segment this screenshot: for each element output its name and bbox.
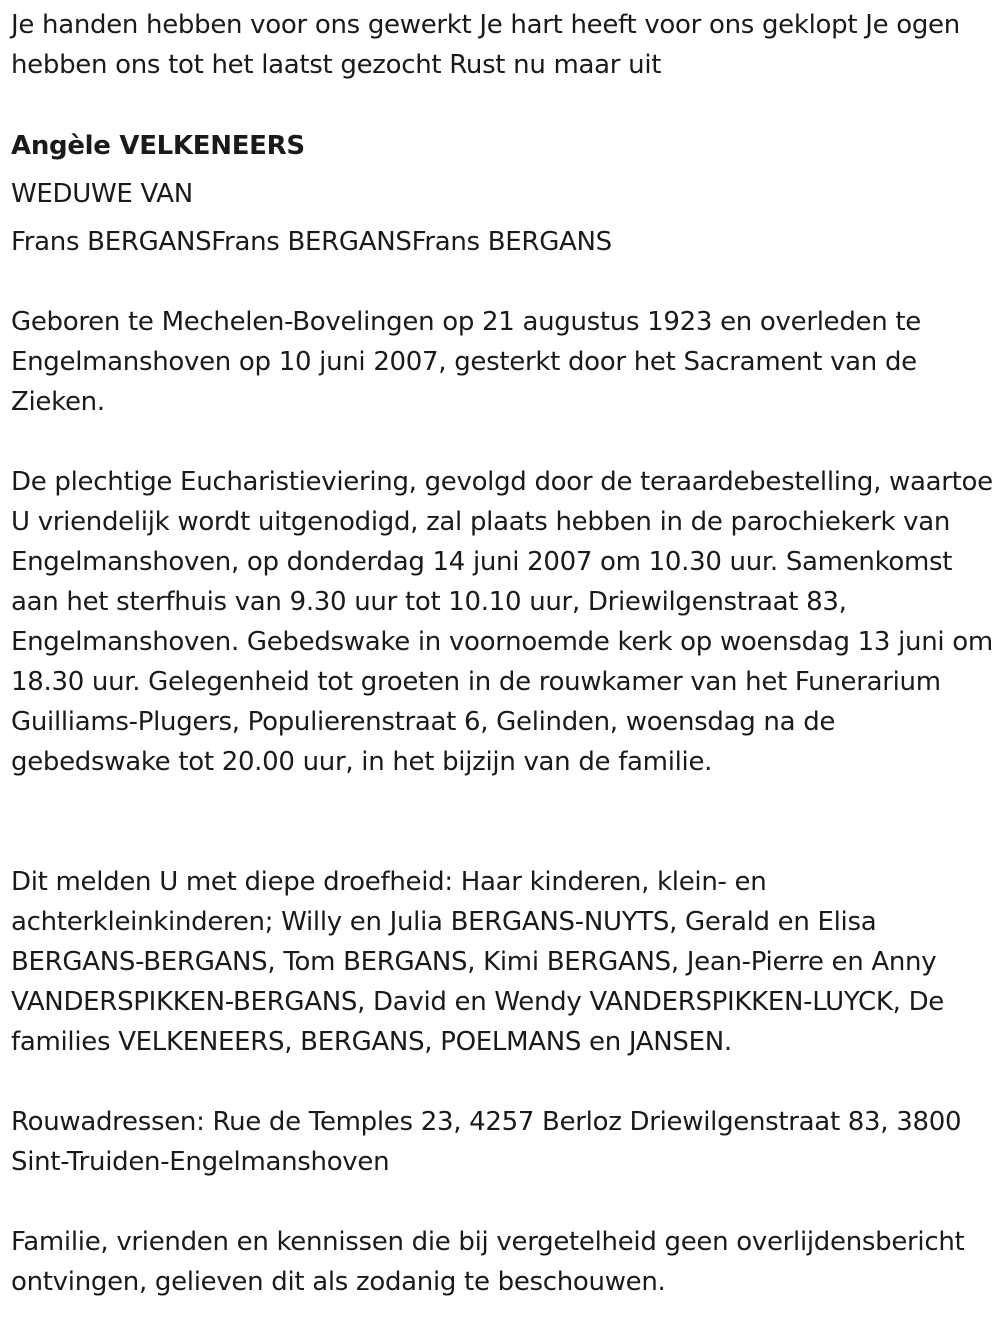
mourners-paragraph: Dit melden U met diepe droefheid: Haar kinderen, klein- en achterkleinkinderen; Willy en Julia BERGANS-NUYTS, Gerald en Elisa BERGANS-BERGANS, Tom BERGANS, Kimi BERGANS, Jean-Pierre en Anny VANDERSPIKKEN-BERGANS, David en Wendy VANDERSPIKKEN-LUYCK, De families VELKENEERS, BERGANS, POELMANS en JANSEN. [11, 867, 944, 1057]
family-note-paragraph: Familie, vrienden en kennissen die bij vergetelheid geen overlijdensbericht ontvingen, gelieven dit als zodanig te beschouwen. [11, 1227, 965, 1297]
ceremony-paragraph: De plechtige Eucharistieviering, gevolgd door de teraardebestelling, waartoe U vriendelijk wordt uitgenodigd, zal plaats hebben in de parochiekerk van Engelmanshoven, op donderdag 14 juni 2007 om 10.30 uur. Samenkomst aan het sterfhuis van 9.30 uur tot 10.10 uur, Driewilgenstraat 83, Engelmanshoven. Gebedswake in voornoemde kerk op woensdag 13 juni om 18.30 uur. Gelegenheid tot groeten in de rouwkamer van het Funerarium Guilliams-Plugers, Populierenstraat 6, Gelinden, woensdag na de gebedswake tot 20.00 uur, in het bijzijn van de familie. [11, 467, 993, 777]
widow-label: WEDUWE VAN [11, 179, 193, 209]
deceased-name: Angèle VELKENEERS [11, 131, 305, 161]
birth-death-paragraph: Geboren te Mechelen-Bovelingen op 21 augustus 1923 en overleden te Engelmanshoven op 10 juni 2007, gesterkt door het Sacrament van de Zieken. [11, 307, 921, 417]
spouse-line: Frans BERGANSFrans BERGANSFrans BERGANS [11, 227, 612, 257]
poem-text: Je handen hebben voor ons gewerkt Je hart heeft voor ons geklopt Je ogen hebben ons tot het laatst gezocht Rust nu maar uit [11, 10, 960, 80]
addresses-paragraph: Rouwadressen: Rue de Temples 23, 4257 Berloz Driewilgenstraat 83, 3800 Sint-Truiden-Engelmanshoven [11, 1107, 962, 1177]
